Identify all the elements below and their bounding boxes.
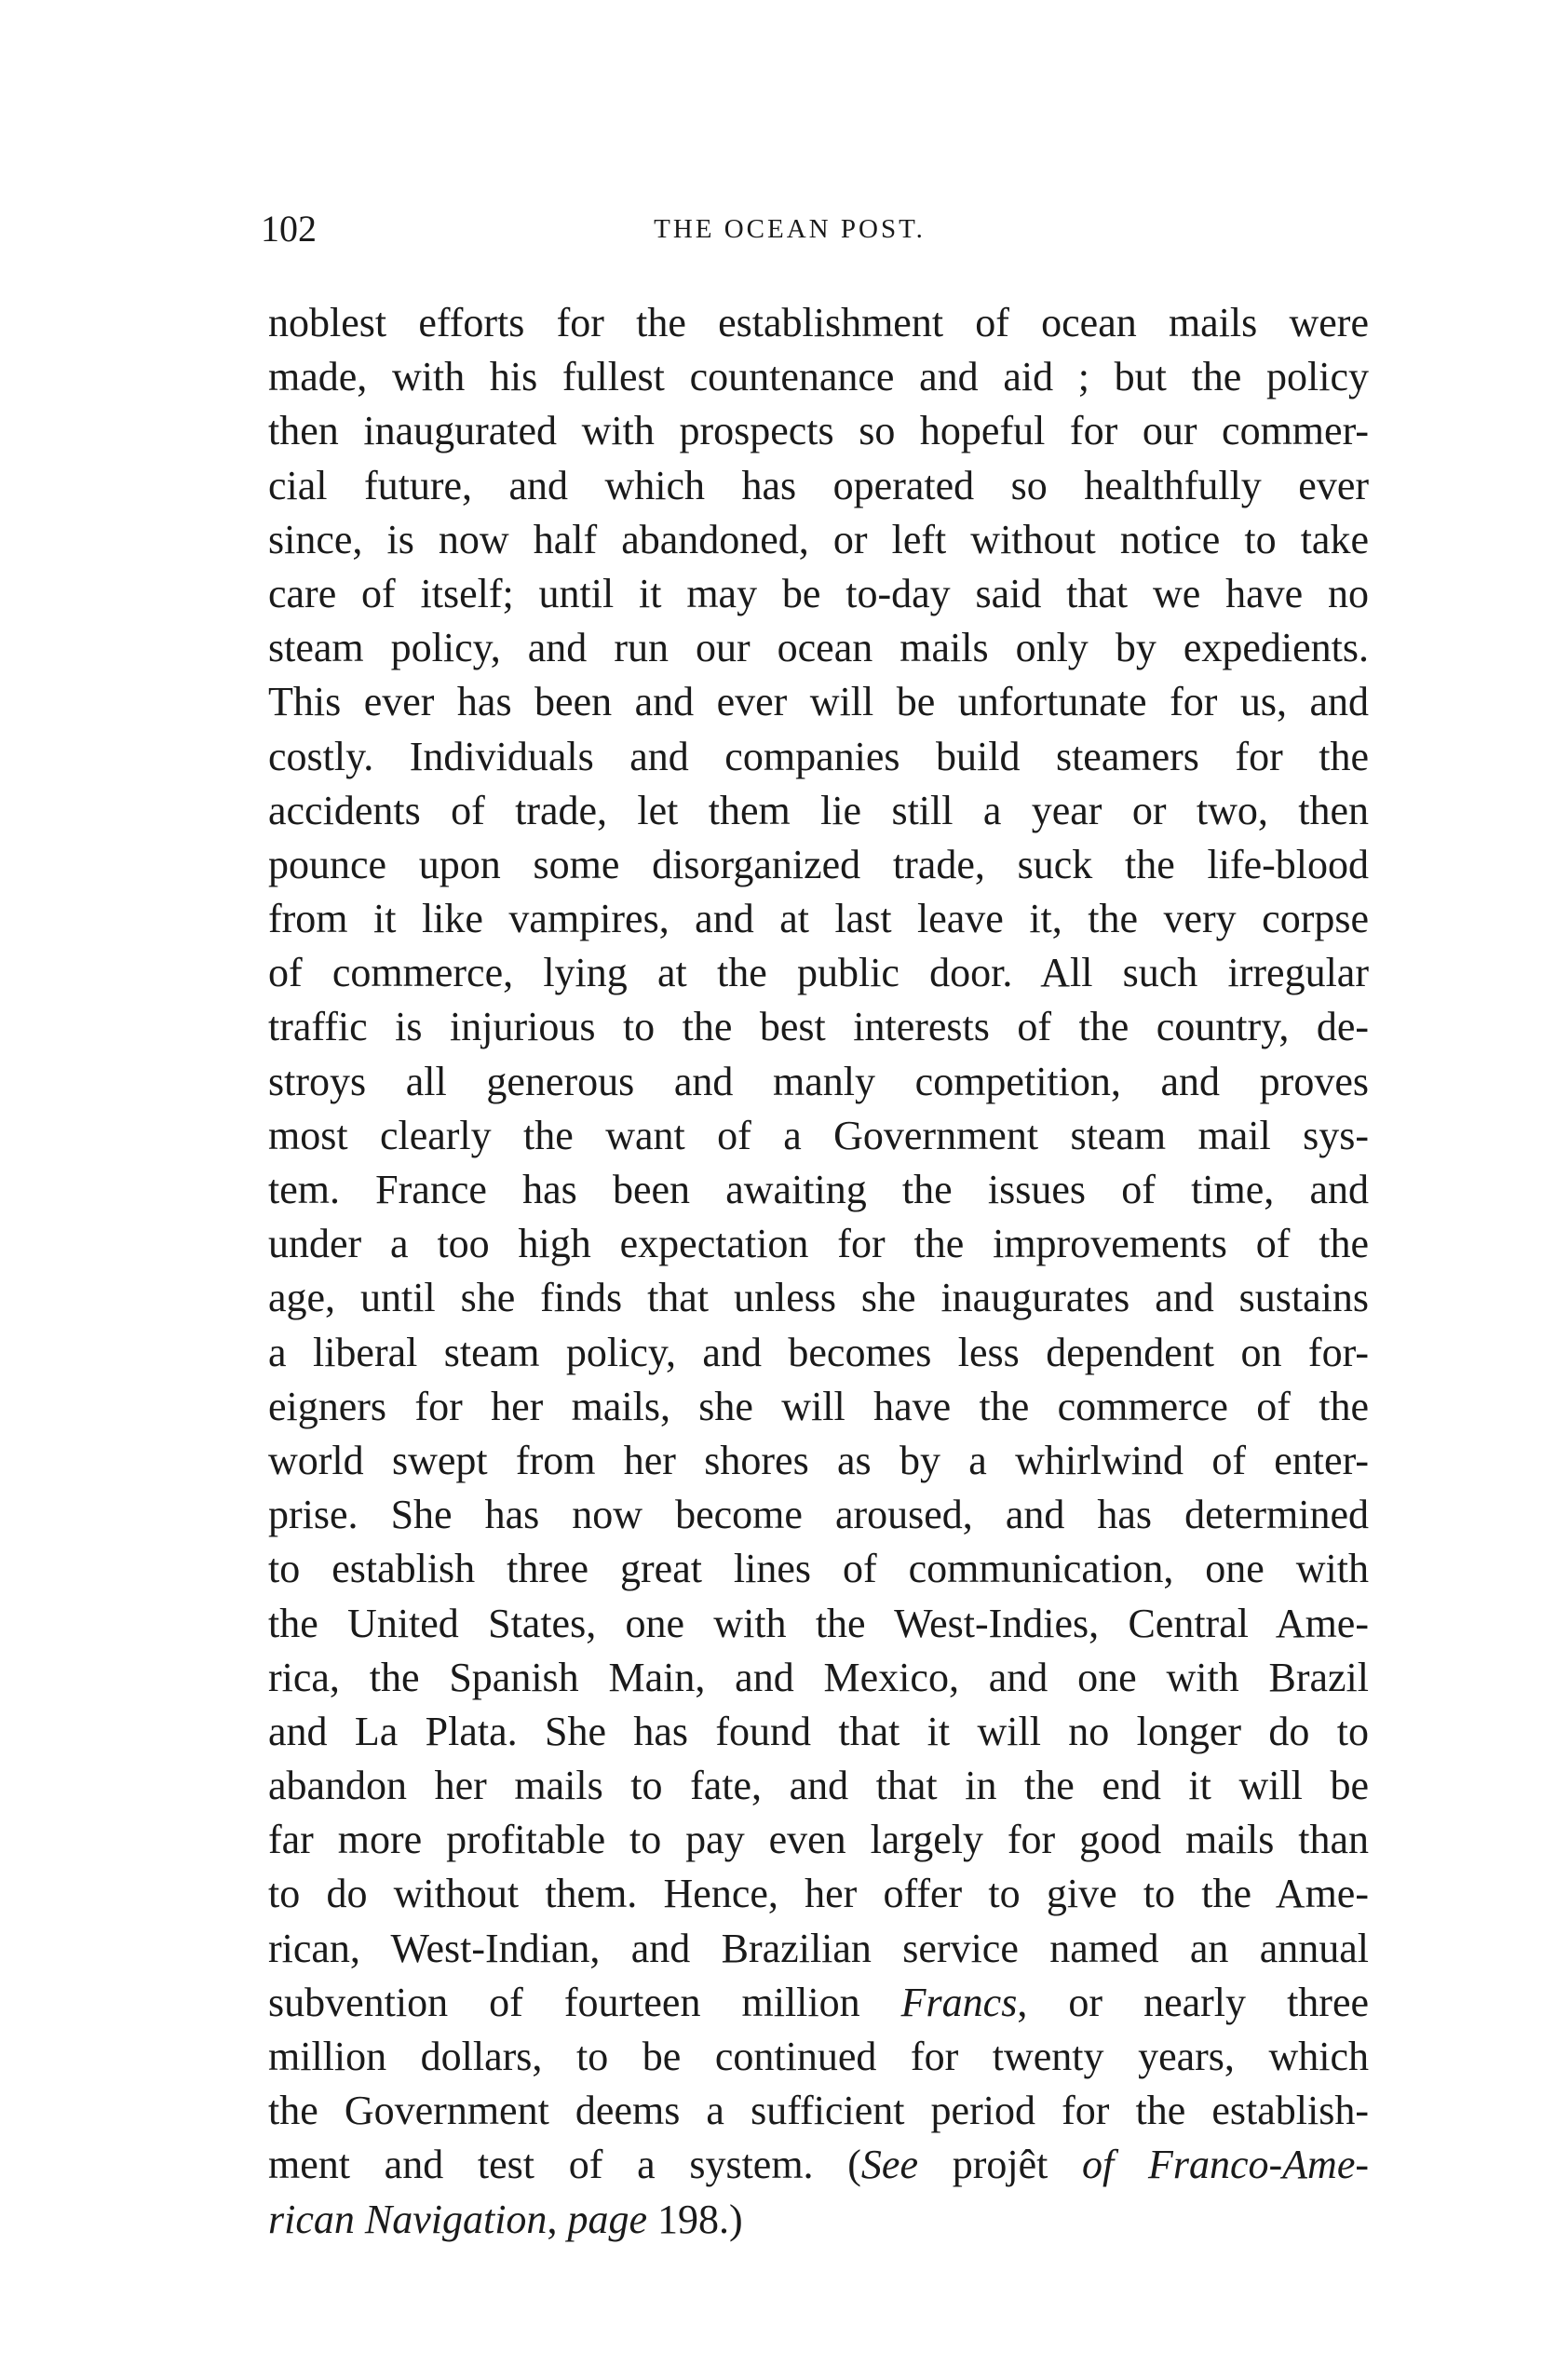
text-line: [268, 513, 1369, 567]
text-segment: age, until she finds that unless she inaugurates and sustains: [268, 1275, 1369, 1321]
text-line: [268, 1651, 1369, 1705]
page-number: 102: [261, 208, 317, 250]
text-segment: most clearly the want of a Government steam mail sys-: [268, 1112, 1369, 1158]
text-segment: the United States, one with the West-Indies, Central Ame-: [268, 1600, 1369, 1646]
text-segment: ment and test of a system. (: [268, 2142, 861, 2188]
text-segment: costly. Individuals and companies build steamers for the: [268, 733, 1369, 779]
text-line: [268, 1542, 1369, 1596]
text-segment: then inaugurated with prospects so hopeful for our commer-: [268, 408, 1369, 454]
running-title: [0, 214, 1542, 245]
text-line: [268, 1326, 1369, 1380]
text-line: [268, 1217, 1369, 1271]
text-segment: noblest efforts for the establishment of ocean mails were: [268, 300, 1369, 345]
text-segment: steam policy, and run our ocean mails only by expedients.: [268, 625, 1369, 671]
italic-text: page: [567, 2196, 647, 2242]
text-segment: far more profitable to pay even largely for good mails than: [268, 1817, 1369, 1863]
italic-text: of Franco-Ame-: [1082, 2142, 1369, 2188]
text-segment: 198.): [646, 2196, 743, 2242]
text-line: [268, 892, 1369, 946]
text-segment: under a too high expectation for the improvements of the: [268, 1221, 1369, 1267]
text-line: [268, 1434, 1369, 1488]
text-segment: pounce upon some disorganized trade, suck the life-blood: [268, 841, 1369, 887]
text-line: [268, 2138, 1369, 2192]
text-line: [268, 2030, 1369, 2084]
text-line: [268, 296, 1369, 350]
text-line: [268, 1380, 1369, 1434]
text-line: [268, 1759, 1369, 1813]
text-line: [268, 784, 1369, 838]
text-line: [268, 1055, 1369, 1109]
text-segment: projêt: [917, 2142, 1083, 2188]
text-segment: million dollars, to be continued for twenty years, which: [268, 2034, 1369, 2079]
text-line: [268, 1271, 1369, 1325]
text-segment: prise. She has now become aroused, and has determined: [268, 1492, 1369, 1538]
text-line: [268, 350, 1369, 404]
text-segment: stroys all generous and manly competition, and proves: [268, 1058, 1369, 1104]
text-line: [268, 567, 1369, 621]
text-line: [268, 838, 1369, 892]
text-line: [268, 675, 1369, 729]
text-segment: traffic is injurious to the best interests of the country, de-: [268, 1004, 1369, 1050]
text-segment: care of itself; until it may be to-day said that we have no: [268, 570, 1369, 616]
text-line: [268, 2193, 1369, 2247]
text-line: [268, 1597, 1369, 1651]
text-line: [268, 1813, 1369, 1867]
text-line: [268, 1922, 1369, 1976]
text-line: [268, 2084, 1369, 2138]
text-segment: , or nearly three: [1017, 1979, 1369, 2025]
italic-text: Francs: [900, 1979, 1018, 2025]
body-text: [268, 296, 1369, 2247]
italic-text: See: [860, 2142, 918, 2188]
text-line: [268, 1705, 1369, 1759]
text-segment: This ever has been and ever will be unfortunate for us, and: [268, 679, 1369, 725]
text-segment: made, with his fullest countenance and aid ; but the policy: [268, 354, 1369, 400]
text-segment: eigners for her mails, she will have the commerce of the: [268, 1383, 1369, 1429]
text-line: [268, 1488, 1369, 1542]
text-segment: rica, the Spanish Main, and Mexico, and one with Brazil: [268, 1654, 1369, 1700]
text-line: [268, 1163, 1369, 1217]
text-line: [268, 946, 1369, 1000]
text-segment: of commerce, lying at the public door. All such irregular: [268, 950, 1369, 996]
text-line: [268, 1109, 1369, 1163]
text-segment: tem. France has been awaiting the issues of time, and: [268, 1167, 1369, 1212]
text-segment: world swept from her shores as by a whirlwind of enter-: [268, 1437, 1369, 1483]
italic-text: rican Navigation: [268, 2196, 548, 2242]
text-line: [268, 1976, 1369, 2030]
text-segment: cial future, and which has operated so healthfully ever: [268, 462, 1369, 508]
text-line: [268, 621, 1369, 675]
text-segment: a liberal steam policy, and becomes less dependent on for-: [268, 1329, 1369, 1375]
text-segment: and La Plata. She has found that it will no longer do to: [268, 1708, 1369, 1754]
text-line: [268, 404, 1369, 458]
text-segment: ,: [547, 2196, 568, 2242]
text-segment: since, is now half abandoned, or left without notice to take: [268, 516, 1369, 562]
text-line: [268, 1867, 1369, 1921]
text-segment: to establish three great lines of communication, one with: [268, 1546, 1369, 1592]
text-segment: subvention of fourteen million: [268, 1979, 901, 2025]
running-title-text: THE OCEAN POST.: [654, 214, 926, 244]
text-segment: the Government deems a sufficient period for the establish-: [268, 2088, 1369, 2134]
text-segment: abandon her mails to fate, and that in the end it will be: [268, 1763, 1369, 1809]
text-line: [268, 459, 1369, 513]
text-segment: from it like vampires, and at last leave it, the very corpse: [268, 896, 1369, 942]
text-line: [268, 1000, 1369, 1054]
text-line: [268, 730, 1369, 784]
text-segment: accidents of trade, let them lie still a year or two, then: [268, 787, 1369, 833]
text-segment: to do without them. Hence, her offer to give to the Ame-: [268, 1871, 1369, 1917]
text-segment: rican, West-Indian, and Brazilian service named an annual: [268, 1925, 1369, 1971]
